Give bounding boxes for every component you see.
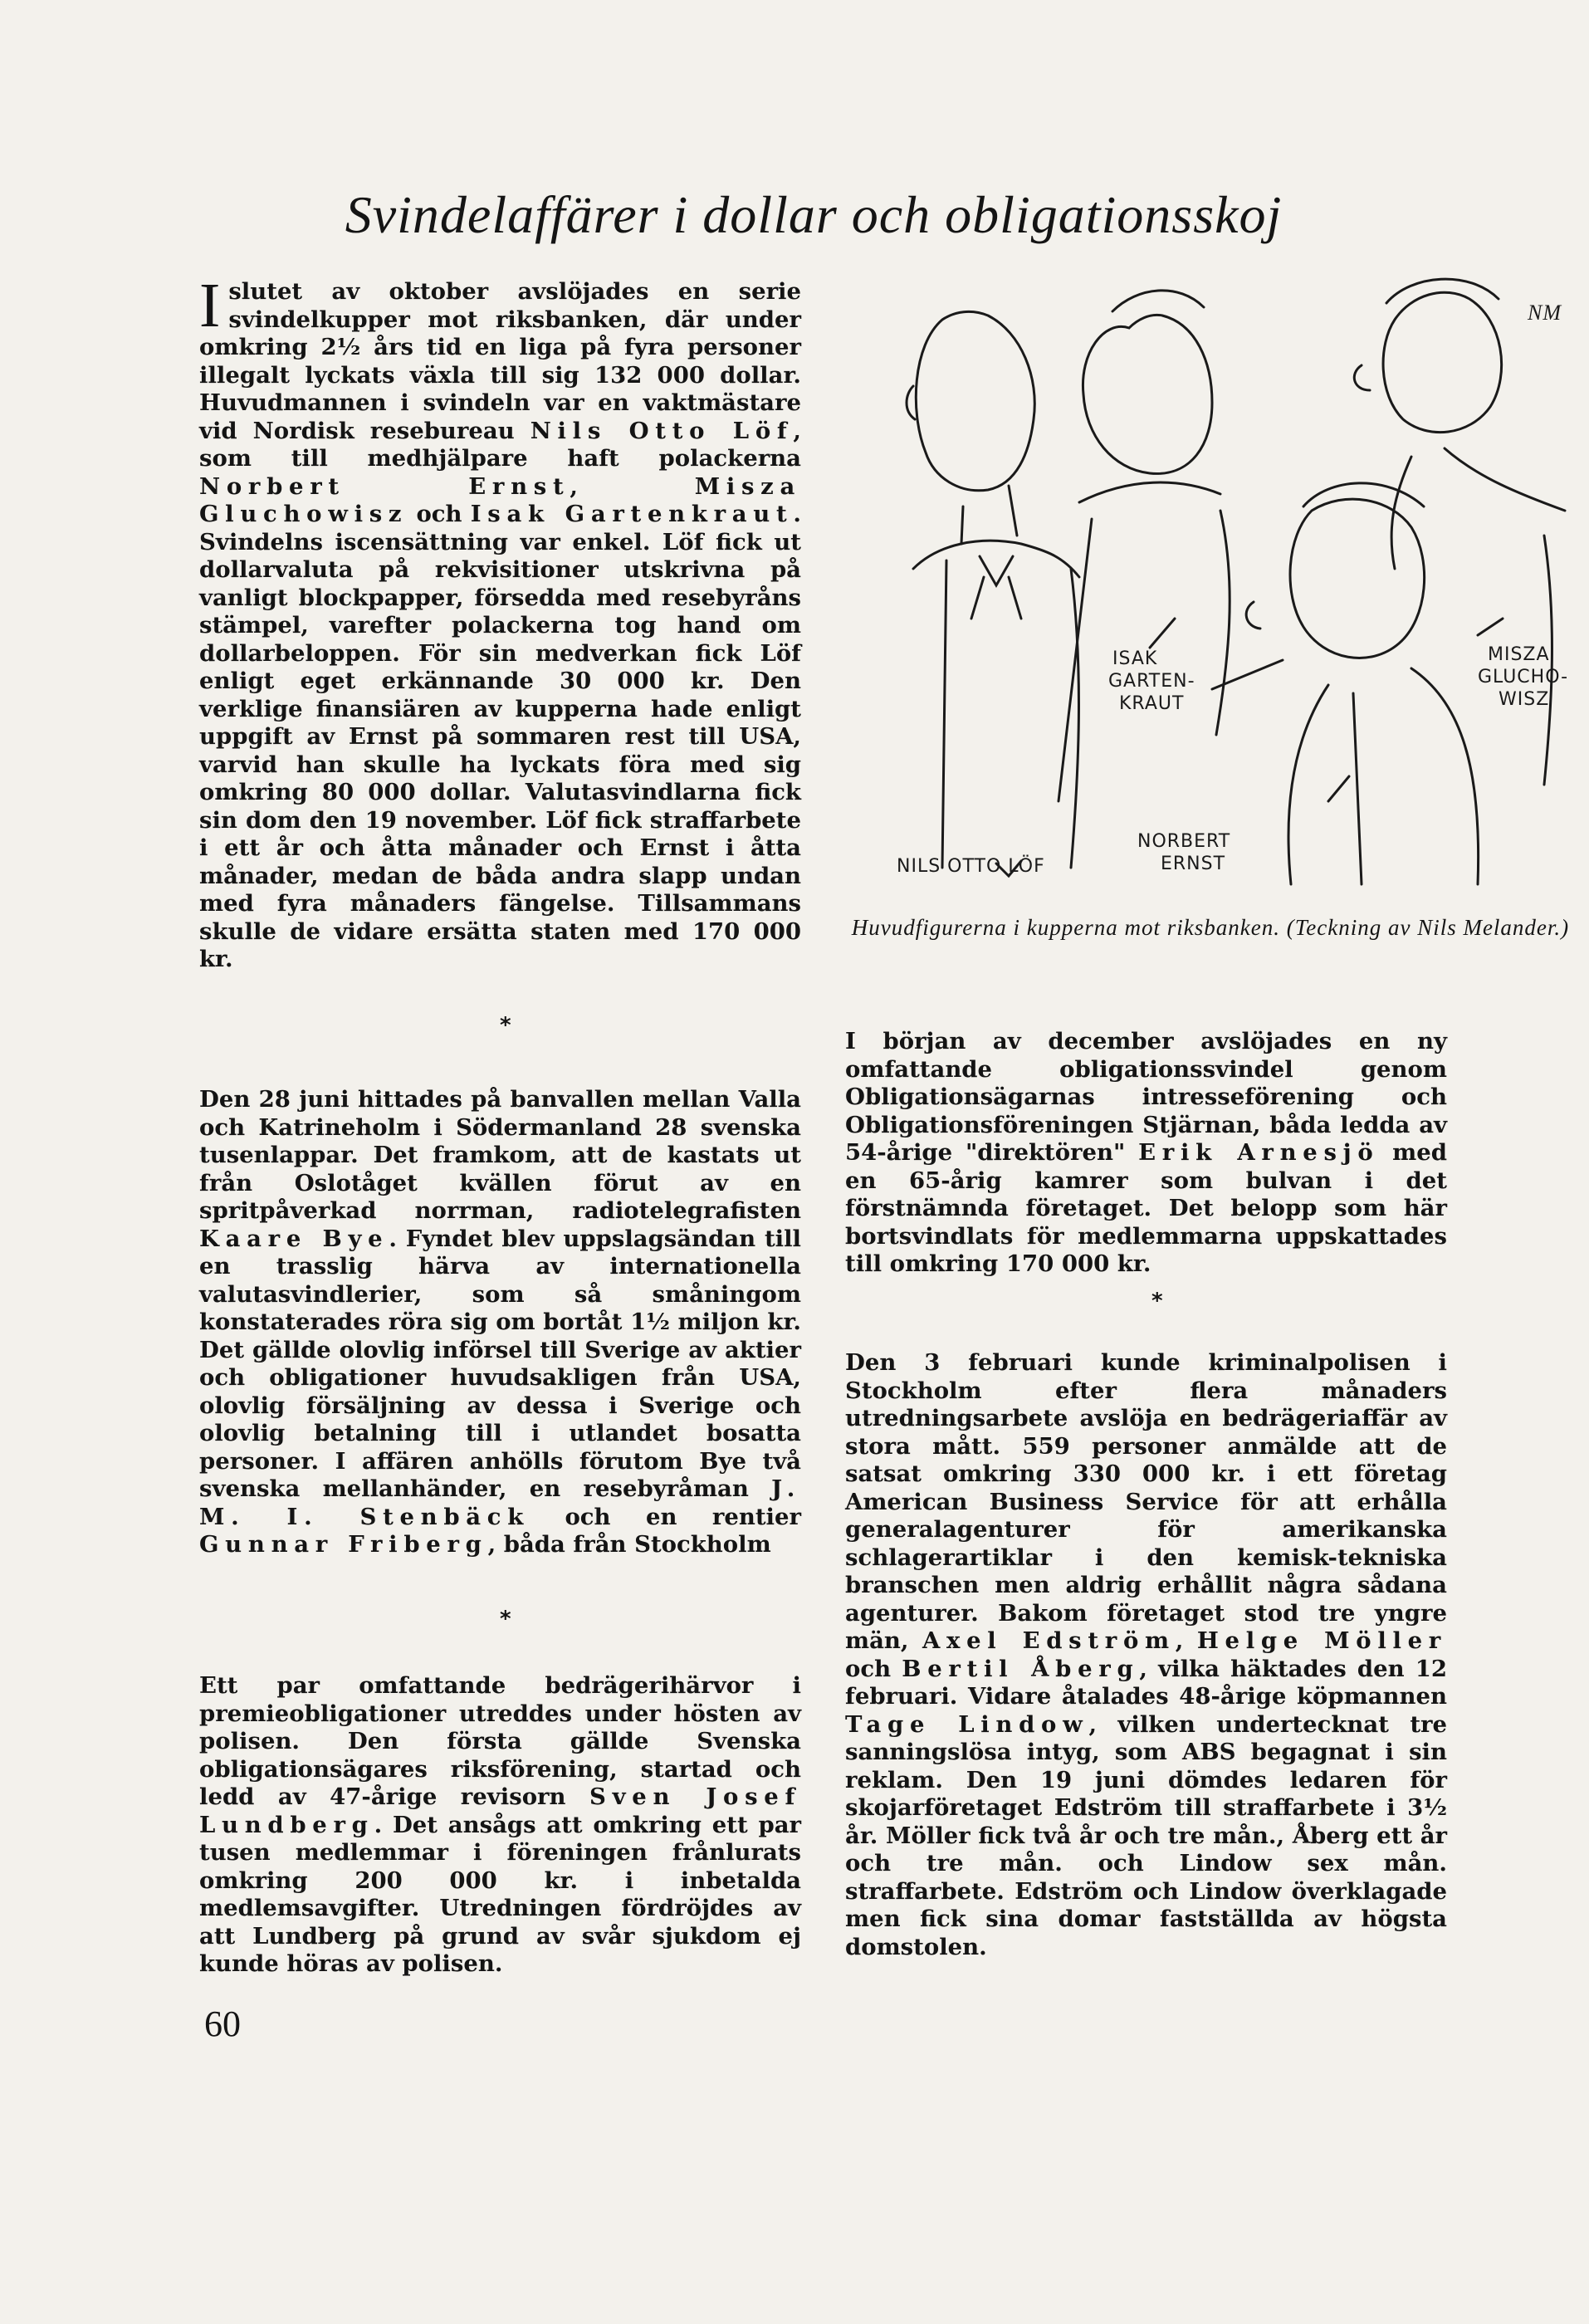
article-title: Svindelaffärer i dollar och obligationsskoj	[345, 185, 1283, 244]
person-name: Erik Arnesjö	[1138, 1139, 1380, 1166]
label-norbert: ERNST	[1161, 854, 1226, 874]
page-number: 60	[204, 2004, 241, 2044]
person-name: Gunnar Friberg	[199, 1531, 488, 1558]
drop-cap: I	[199, 271, 221, 340]
section-separator: *	[500, 1607, 511, 1632]
section-separator: *	[1151, 1289, 1163, 1314]
caricature-illustration	[863, 270, 1586, 901]
section-separator: *	[500, 1013, 511, 1038]
person-name: Tage Lindow	[845, 1710, 1089, 1738]
label-lof: NILS OTTO LÖF	[897, 856, 1045, 877]
person-name: Misza Gluchowisz	[199, 472, 801, 527]
article-section-2: Den 28 juni hittades på banvallen mellan Valla och Katrineholm i Södermanland 28 svenska tusenlappar. Det framkom, att de kastats ut från Oslotåget kvällen förut av en spritpåverkad norrman, radiotelegrafisten Kaare Bye. Fyndet blev uppslagsändan till en trasslig härva av internationella valutasvindlerier, som så småningom konstaterades röra sig om bortåt 1½ miljon kr. Det gällde olovlig införsel till Sverige av aktier och obligationer huvudsakligen från USA, olovlig försäljning av dessa i Sverige och olovlig betalning till i utlandet bosatta personer. I affären anhölls förutom Bye två svenska mellanhänder, en resebyråman J. M. I. Stenbäck och en rentier Gunnar Friberg, båda från Stockholm	[199, 1086, 801, 1558]
label-misza: GLUCHO-	[1478, 667, 1569, 687]
article-section-1: I slutet av oktober avslöjades en serie svindelkupper mot riksbanken, där under omkring 2½ års tid en liga på fyra personer illegalt lyckats växla till sig 132 000 dollar. Huvudmannen i svindeln var en vaktmästare vid Nordisk resebureau Nils Otto Löf, som till medhjälpare haft polackerna Norbert Ernst, Misza Gluchowisz och Isak Gartenkraut. Svindelns iscensättning var enkel. Löf fick ut dollarvaluta på rekvisitioner utskrivna på vanligt blockpapper, försedda med resebyråns stämpel, varefter polackerna tog hand om dollarbeloppen. För sin medverkan fick Löf enligt eget erkännande 30 000 kr. Den verklige finansiären av kupperna hade enligt uppgift av Ernst på sommaren rest till USA, varvid han skulle ha lyckats föra med sig omkring 80 000 dollar. Valutasvindlarna fick sin dom den 19 november. Löf fick straffarbete i ett år och åtta månader och Ernst i åtta månader, medan de båda andra slapp undan med fyra månaders fängelse. Tillsammans skulle de vidare ersätta staten med 170 000 kr.	[199, 271, 801, 972]
person-name: Bertil Åberg	[902, 1655, 1140, 1682]
label-misza: WISZ	[1499, 689, 1550, 710]
label-isak: KRAUT	[1119, 693, 1185, 714]
person-name: Helge Möller	[1196, 1627, 1447, 1654]
illustration-caption: Huvudfigurerna i kupperna mot riksbanken. (Teckning av Nils Melander.)	[851, 915, 1570, 940]
caricature-drawing	[863, 270, 1586, 901]
person-name: Norbert Ernst	[199, 472, 570, 500]
person-name: Kaare Bye	[199, 1225, 389, 1252]
label-misza: MISZA	[1488, 644, 1550, 665]
illustration-labels	[897, 301, 1568, 877]
label-norbert: NORBERT	[1137, 831, 1231, 852]
label-isak: GARTEN-	[1108, 671, 1195, 692]
article-section-4: I början av december avslöjades en ny omfattande obligationssvindel genom Obligationsägarnas intresseförening och Obligationsföreningen Stjärnan, båda ledda av 54-årige "direktören" Erik Arnesjö med en 65-årig kamrer som bulvan i det förstnämnda företaget. Det belopp som här bortsvindlats för medlemmarna uppskattades till omkring 170 000 kr.	[845, 1028, 1447, 1277]
person-name: Sven Josef Lundberg	[199, 1783, 801, 1838]
person-name: Nils Otto Löf	[530, 417, 794, 444]
person-name: Isak Gartenkraut	[470, 501, 794, 527]
artist-signature: NM	[1528, 301, 1562, 325]
article-section-3: Ett par omfattande bedrägerihärvor i premieobligationer utreddes under hösten av polisen. Den första gällde Svenska obligationsägares riksförening, startad och ledd av 47-årige revisorn Sven Josef Lundberg. Det ansågs att omkring ett par tusen medlemmar i föreningen frånlurats omkring 200 000 kr. i inbetalda medlemsavgifter. Utredningen fördröjdes av att Lundberg på grund av svår sjukdom ej kunde höras av polisen.	[199, 1672, 801, 1977]
person-name: Axel Edström	[922, 1627, 1176, 1654]
person-name: J. M. I. Stenbäck	[199, 1475, 801, 1530]
article-section-5: Den 3 februari kunde kriminalpolisen i Stockholm efter flera månaders utredningsarbete avslöja en bedrägeriaffär av stora mått. 559 personer anmälde att de satsat omkring 330 000 kr. i ett företag American Business Service för att erhålla generalagenturer för amerikanska schlagerartiklar i den kemisk-tekniska branschen men aldrig erhållit några sådana agenturer. Bakom företaget stod tre yngre män, Axel Edström, Helge Möller och Bertil Åberg, vilka häktades den 12 februari. Vidare åtalades 48-årige köpmannen Tage Lindow, vilken undertecknat tre sanningslösa intyg, som ABS begagnat i sin reklam. Den 19 juni dömdes ledaren för skojarföretaget Edström till straffarbete i 3½ år. Möller fick två år och tre mån., Åberg ett år och tre mån. och Lindow sex mån. straffarbete. Edström och Lindow överklagade men fick sina domar fastställda av högsta domstolen.	[845, 1349, 1448, 1960]
label-isak: ISAK	[1112, 648, 1158, 669]
